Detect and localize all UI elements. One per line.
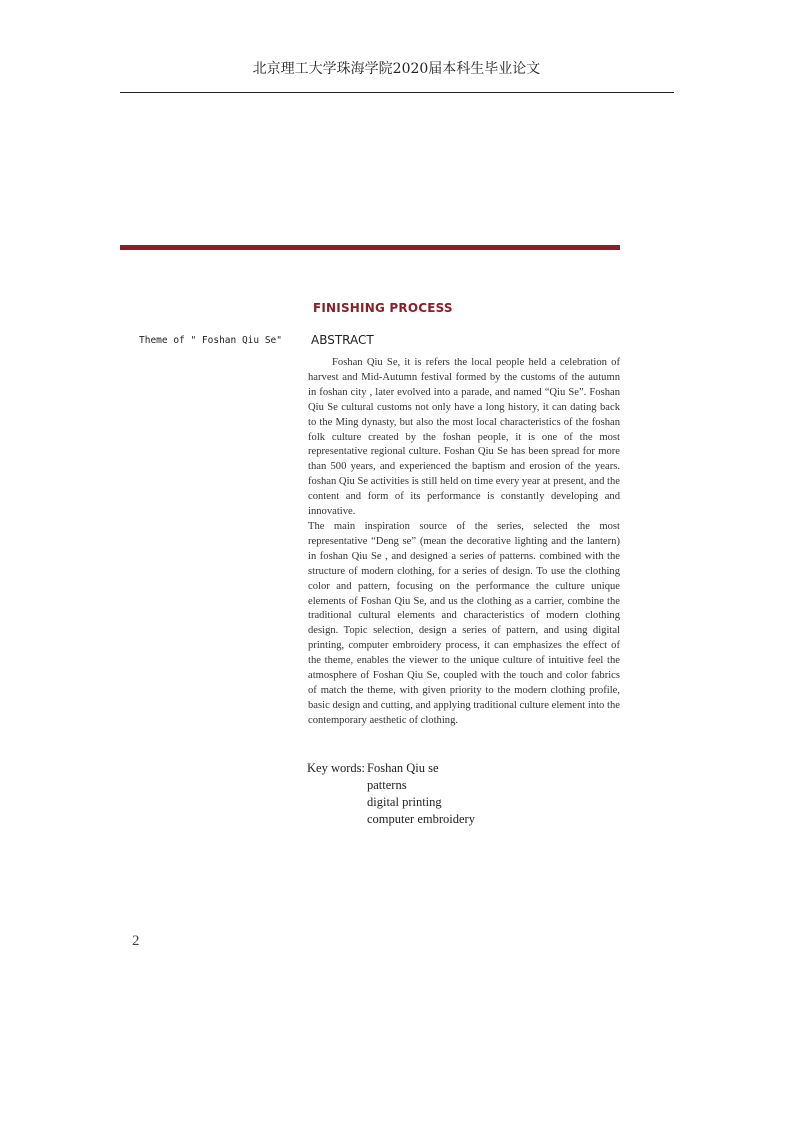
keyword-item: patterns (367, 778, 407, 792)
keywords-list (367, 760, 475, 828)
keyword-item: Foshan Qiu se (367, 761, 439, 775)
keywords-row (307, 760, 475, 828)
abstract-body (308, 356, 620, 729)
keywords-label: Key words: (307, 761, 365, 775)
keyword-item: computer embroidery (367, 812, 475, 826)
abstract-paragraph-1: Foshan Qiu Se, it is refers the local people held a celebration of harvest and Mid-Autumn festival formed by the customs of the autumn in foshan city , later evolved into a parade, and named “Qiu Se”. Foshan Qiu Se cultural customs not only have a long history, it can dating back to the Ming dynasty, but also the most local characteristics of the foshan folk culture created by the foshan people, it is one of the most representative regional culture. Foshan Qiu Se has been spread for more than 500 years, and experienced the baptism and erosion of the years. foshan Qiu Se activities is still held on time every year at present, and the content and form of its performance is constantly developing and innovative. (308, 357, 620, 518)
section-title: FINISHING PROCESS (313, 301, 453, 315)
keyword-item: digital printing (367, 795, 442, 809)
running-header: 北京理工大学珠海学院2020届本科生毕业论文 (252, 61, 541, 77)
keywords-block (307, 760, 475, 828)
abstract-heading: ABSTRACT (311, 333, 374, 347)
theme-label: Theme of " Foshan Qiu Se" (139, 335, 282, 346)
page-number: 2 (132, 933, 140, 949)
abstract-paragraph-2: The main inspiration source of the series, selected the most representative “Deng se” (mean the decorative lighting and the lantern) in foshan Qiu Se , and designed a series of patterns. combined with the structure of modern clothing, for a series of design. To use the clothing color and pattern, focusing on the performance the culture unique elements of Foshan Qiu Se, and us the clothing as a carrier, combine the traditional cultural elements and characteristics of modern clothing design. Topic selection, design a series of pattern, and using digital printing, computer embroidery process, it can emphasizes the effect of the theme, enables the viewer to the unique culture of intuitive feel the atmosphere of Foshan Qiu Se, coupled with the touch and color fabrics of match the theme, with given priority to the modern clothing profile, basic design and cutting, and applying traditional culture element into the contemporary aesthetic of clothing. (308, 520, 620, 726)
header-rule (120, 92, 674, 93)
accent-bar (120, 245, 620, 250)
